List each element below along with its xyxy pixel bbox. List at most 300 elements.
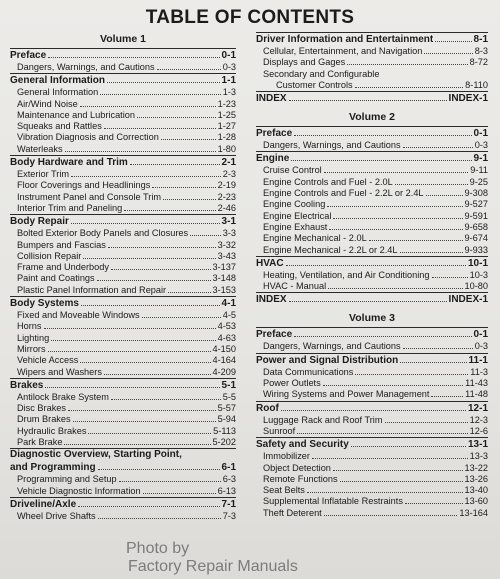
toc-entry-page[interactable]: 13-26 (464, 473, 488, 484)
toc-entry-page[interactable]: 9-11 (470, 165, 488, 176)
toc-entry-page[interactable]: 3-3 (222, 228, 236, 239)
section-heading-text[interactable]: Engine (256, 153, 290, 165)
toc-entry-page[interactable]: 4-53 (217, 321, 236, 332)
dot-leader (161, 139, 216, 140)
dot-leader (157, 69, 221, 70)
section-page-number[interactable]: 2-1 (221, 157, 236, 169)
dot-leader (403, 348, 473, 349)
dot-leader (137, 117, 216, 118)
dot-leader (431, 396, 463, 397)
toc-entry[interactable] (10, 310, 236, 321)
dot-leader (119, 481, 221, 482)
toc-entry-text[interactable]: Lighting (17, 332, 50, 343)
section-page-number[interactable]: 3-1 (221, 216, 236, 228)
toc-section (256, 91, 488, 105)
section-heading[interactable] (256, 127, 488, 140)
dot-leader (340, 481, 463, 482)
toc-entry[interactable] (256, 188, 488, 199)
toc-entry-text[interactable]: Immobilizer (263, 451, 310, 462)
toc-section (256, 437, 488, 519)
toc-entry-text[interactable]: Floor Coverings and Headlinings (17, 180, 151, 191)
dot-leader (51, 340, 215, 341)
toc-entry-page[interactable]: 8-110 (465, 79, 488, 90)
section-heading-text[interactable]: Power and Signal Distribution (256, 354, 399, 366)
section-heading-text[interactable]: Driveline/Axle (10, 498, 77, 510)
toc-entry-page[interactable]: 5-113 (213, 425, 236, 436)
toc-entry-page[interactable]: 10-80 (464, 281, 488, 292)
dot-leader (324, 172, 469, 173)
toc-entry[interactable] (256, 281, 488, 292)
toc-entry[interactable] (10, 203, 236, 214)
toc-entry[interactable] (256, 415, 488, 426)
toc-entry-text[interactable]: Cruise Control (263, 165, 322, 176)
toc-entry[interactable] (10, 251, 236, 262)
toc-entry[interactable] (10, 99, 236, 110)
section-page-number[interactable]: 12-1 (467, 402, 488, 414)
dot-leader (327, 206, 462, 207)
toc-entry-page[interactable]: 9-591 (464, 210, 488, 221)
dot-leader (88, 433, 211, 434)
dot-leader (83, 258, 215, 259)
toc-entry[interactable] (10, 121, 236, 132)
section-heading-text[interactable]: Brakes (10, 379, 44, 391)
toc-entry[interactable] (10, 392, 236, 403)
toc-entry-text[interactable]: Air/Wind Noise (17, 98, 78, 109)
dot-leader (130, 164, 220, 165)
dot-leader (124, 210, 215, 211)
toc-entry-text[interactable]: Engine Controls and Fuel - 2.2L or 2.4L (263, 188, 424, 199)
toc-entry-text[interactable]: Engine Mechanical - 2.2L or 2.4L (263, 244, 398, 255)
toc-section (10, 448, 236, 497)
toc-entry[interactable] (10, 367, 236, 378)
toc-entry-text[interactable]: Drum Brakes (17, 414, 71, 425)
toc-entry[interactable] (256, 389, 488, 400)
toc-entry[interactable] (10, 403, 236, 414)
toc-entry-line[interactable]: Secondary and Configurable (263, 68, 380, 79)
dot-leader (403, 147, 473, 148)
toc-entry[interactable] (10, 262, 236, 273)
toc-entry-text[interactable]: Park Brake (17, 437, 63, 448)
section-page-number[interactable]: 6-1 (221, 462, 236, 474)
toc-entry-page[interactable]: 13-3 (469, 451, 488, 462)
toc-entry-page[interactable]: 10-3 (469, 269, 488, 280)
dot-leader (333, 470, 463, 471)
dot-leader (45, 387, 219, 388)
toc-entry[interactable] (10, 228, 236, 239)
toc-entry[interactable] (256, 211, 488, 222)
toc-entry[interactable] (10, 62, 236, 73)
toc-entry[interactable] (256, 199, 488, 210)
toc-entry-page[interactable]: 1-23 (217, 98, 236, 109)
toc-entry[interactable] (10, 169, 236, 180)
toc-entry-text[interactable]: Theft Deterent (263, 507, 322, 518)
section-heading[interactable] (256, 92, 488, 105)
toc-section (10, 48, 236, 73)
dot-leader (329, 229, 462, 230)
section-page-number[interactable]: 10-1 (467, 257, 488, 269)
dot-leader (294, 336, 471, 337)
toc-entry-page[interactable]: 2-46 (217, 202, 236, 213)
toc-entry-text[interactable]: Displays and Gages (263, 57, 346, 68)
toc-entry-text[interactable]: Data Communications (263, 366, 354, 377)
toc-entry-page[interactable]: 4-164 (212, 355, 236, 366)
toc-entry-page[interactable]: 1-3 (222, 87, 236, 98)
toc-entry[interactable] (256, 222, 488, 233)
dot-leader (395, 184, 468, 185)
section-heading-text[interactable]: Safety and Security (256, 439, 349, 451)
toc-entry-text[interactable]: Wipers and Washers (17, 366, 102, 377)
toc-entry-text[interactable]: General Information (17, 87, 99, 98)
toc-entry[interactable] (10, 285, 236, 296)
toc-entry-text[interactable]: Engine Mechanical - 2.0L (263, 233, 367, 244)
section-heading-text[interactable]: Preface (10, 50, 47, 61)
toc-entry-text[interactable]: Cellular, Entertainment, and Navigation (263, 46, 423, 56)
toc-entry-text[interactable]: Vibration Diagnosis and Correction (17, 132, 159, 143)
dot-leader (369, 240, 463, 241)
toc-entry[interactable] (256, 245, 488, 256)
toc-entry[interactable] (256, 46, 488, 57)
volume-3-heading: Volume 3 (349, 312, 395, 325)
toc-entry-text[interactable]: Bolted Exterior Body Panels and Closures (17, 228, 189, 239)
section-heading-text[interactable]: Body Repair (10, 216, 69, 228)
section-page-number[interactable]: 11-1 (468, 354, 488, 366)
toc-entry[interactable] (256, 485, 488, 496)
page-title: TABLE OF CONTENTS (145, 7, 355, 28)
toc-entry-text[interactable]: Dangers, Warnings, and Cautions (17, 62, 155, 72)
volume-3-sections (256, 327, 488, 519)
toc-entry[interactable] (256, 177, 488, 188)
toc-entry[interactable] (256, 57, 488, 68)
dot-leader (107, 82, 220, 83)
toc-entry-text[interactable]: Dangers, Warnings, and Cautions (263, 140, 401, 151)
toc-entry[interactable] (256, 140, 488, 151)
toc-entry-page[interactable]: 9-674 (464, 233, 488, 244)
toc-entry[interactable] (256, 367, 488, 378)
dot-leader (73, 421, 216, 422)
right-column (256, 32, 488, 519)
section-page-number[interactable]: INDEX-1 (448, 294, 488, 306)
section-heading[interactable] (256, 328, 488, 341)
toc-entry-text[interactable]: Supplemental Inflatable Restraints (263, 496, 403, 507)
dot-leader (405, 503, 463, 504)
toc-entry-page[interactable]: 4-63 (217, 332, 236, 343)
toc-entry[interactable] (10, 486, 236, 497)
toc-entry[interactable] (256, 233, 488, 244)
toc-entry-page[interactable]: 3-43 (217, 250, 236, 261)
toc-section (256, 327, 488, 352)
toc-entry-text[interactable]: Engine Electrical (263, 210, 332, 221)
dot-leader (432, 277, 468, 278)
toc-entry[interactable] (10, 273, 236, 284)
section-page-number[interactable]: 0-1 (473, 128, 488, 140)
toc-entry[interactable] (256, 451, 488, 462)
toc-entry-text[interactable]: Customer Controls (276, 79, 353, 90)
toc-section (256, 353, 488, 401)
section-heading[interactable] (10, 498, 236, 511)
toc-entry-text[interactable]: Frame and Underbody (17, 262, 109, 273)
toc-entry-text[interactable]: Instrument Panel and Console Trim (17, 191, 162, 202)
section-heading[interactable] (256, 257, 488, 270)
toc-entry-page[interactable]: 2-19 (217, 180, 236, 191)
toc-entry-page[interactable]: 4-150 (212, 343, 236, 354)
dot-leader (294, 135, 471, 136)
section-heading-text[interactable]: INDEX (256, 93, 287, 105)
toc-entry[interactable] (10, 355, 236, 366)
toc-entry-text[interactable]: Interior Trim and Paneling (17, 202, 123, 213)
section-heading[interactable] (10, 74, 236, 87)
toc-entry-page[interactable]: 0-3 (222, 62, 236, 72)
dot-leader (190, 235, 221, 236)
dot-leader (78, 506, 219, 507)
dot-leader (152, 187, 215, 188)
dot-leader (289, 100, 447, 101)
toc-entry-text[interactable]: Remote Functions (263, 473, 338, 484)
toc-entry-page[interactable]: 5-5 (222, 391, 236, 402)
toc-entry-text[interactable]: Hydraulic Brakes (17, 425, 87, 436)
toc-entry-page[interactable]: 1-27 (217, 121, 236, 132)
toc-entry-page[interactable]: 1-80 (217, 143, 236, 154)
toc-entry-text[interactable]: Engine Exhaust (263, 221, 328, 232)
toc-entry-text[interactable]: HVAC - Manual (263, 281, 327, 292)
dot-leader (163, 199, 216, 200)
toc-entry-text[interactable]: Exterior Trim (17, 169, 70, 180)
dot-leader (80, 362, 210, 363)
toc-entry-page[interactable]: 1-28 (217, 132, 236, 143)
watermark-line-1: Photo by (126, 540, 190, 557)
section-heading[interactable] (10, 215, 236, 228)
toc-entry-text[interactable]: Plastic Panel Information and Repair (17, 284, 167, 295)
dot-leader (291, 160, 471, 161)
toc-entry-page[interactable]: 4-209 (212, 366, 236, 377)
toc-entry-page[interactable]: 12-3 (469, 414, 488, 425)
section-heading-text[interactable]: and Programming (10, 462, 96, 474)
toc-entry-text[interactable]: Horns (17, 321, 42, 332)
section-heading-text[interactable]: Roof (256, 402, 279, 414)
section-page-number[interactable]: 8-1 (473, 34, 488, 45)
toc-entry-page[interactable]: 8-3 (474, 46, 488, 56)
toc-entry-page[interactable]: 1-25 (217, 109, 236, 120)
section-page-number[interactable]: 7-1 (221, 498, 236, 510)
toc-section (10, 214, 236, 296)
toc-entry-page[interactable]: 9-308 (464, 188, 488, 199)
toc-entry-text[interactable]: Mirrors (17, 343, 46, 354)
section-page-number[interactable]: 4-1 (221, 298, 236, 310)
toc-entry-page[interactable]: 4-5 (222, 310, 236, 321)
toc-entry-text[interactable]: Vehicle Diagnostic Information (17, 485, 141, 496)
toc-entry-text[interactable]: Antilock Brake System (17, 391, 109, 402)
toc-entry-page[interactable]: 7-3 (222, 510, 236, 521)
toc-entry-page[interactable]: 3-32 (217, 239, 236, 250)
toc-entry-page[interactable]: 6-3 (222, 474, 236, 485)
toc-entry[interactable] (10, 333, 236, 344)
dot-leader (143, 493, 216, 494)
toc-entry[interactable] (10, 144, 236, 155)
toc-entry-page[interactable]: 5-202 (212, 437, 236, 448)
dot-leader (44, 328, 216, 329)
dot-leader (97, 280, 211, 281)
toc-entry-text[interactable]: Bumpers and Fascias (17, 239, 106, 250)
toc-entry[interactable] (10, 132, 236, 143)
section-heading-text[interactable]: Driver Information and Entertainment (256, 34, 434, 45)
watermark-line-2: Factory Repair Manuals (128, 558, 298, 575)
toc-entry-text[interactable]: Collision Repair (17, 250, 82, 261)
toc-entry[interactable] (256, 165, 488, 176)
toc-entry-text[interactable]: Sunroof (263, 425, 296, 436)
toc-entry-page[interactable]: 9-933 (464, 244, 488, 255)
toc-entry-page[interactable]: 6-13 (217, 485, 236, 496)
section-page-number[interactable]: INDEX-1 (448, 93, 488, 105)
toc-entry-text[interactable]: Object Detection (263, 462, 331, 473)
section-heading-text[interactable]: Body Systems (10, 298, 79, 310)
photo-watermark (126, 540, 298, 576)
dot-leader (424, 53, 472, 54)
toc-entry[interactable] (10, 437, 236, 448)
dot-leader (71, 223, 220, 224)
toc-entry-page[interactable]: 8-72 (469, 57, 488, 68)
toc-section (256, 126, 488, 151)
toc-entry-page[interactable]: 5-57 (217, 403, 236, 414)
toc-entry-page[interactable]: 13-60 (464, 496, 488, 507)
toc-entry-page[interactable]: 3-137 (212, 262, 236, 273)
section-heading-text[interactable]: Preface (256, 128, 293, 140)
section-page-number[interactable]: 0-1 (473, 329, 488, 341)
dot-leader (142, 317, 221, 318)
toc-entry-page[interactable]: 13-164 (459, 507, 488, 518)
toc-entry-page[interactable]: 9-658 (464, 221, 488, 232)
toc-entry[interactable] (10, 192, 236, 203)
dot-leader (168, 292, 210, 293)
toc-entry[interactable] (10, 426, 236, 437)
toc-entry[interactable] (256, 270, 488, 281)
dot-leader (328, 288, 462, 289)
toc-entry[interactable] (10, 344, 236, 355)
toc-entry-page[interactable]: 0-3 (474, 341, 488, 352)
toc-entry[interactable] (256, 378, 488, 389)
toc-entry[interactable] (10, 511, 236, 522)
toc-entry-page[interactable]: 11-43 (465, 378, 488, 389)
section-heading-text[interactable]: HVAC (256, 257, 284, 269)
section-heading-text[interactable]: INDEX (256, 294, 287, 306)
volume-1-sections (10, 48, 236, 522)
toc-entry-page[interactable]: 13-40 (464, 485, 488, 496)
section-heading[interactable] (256, 354, 488, 367)
dot-leader (48, 57, 219, 58)
toc-entry-text[interactable]: Heating, Ventilation, and Air Conditioning (263, 269, 430, 280)
section-page-number[interactable]: 1-1 (221, 75, 236, 87)
dot-leader (104, 128, 216, 129)
section-heading[interactable] (10, 49, 236, 62)
section-heading-text[interactable]: Body Hardware and Trim (10, 157, 128, 169)
dot-leader (68, 410, 216, 411)
toc-entry-page[interactable]: 2-23 (217, 191, 236, 202)
toc-entry[interactable] (256, 80, 488, 91)
toc-entry-page[interactable]: 3-153 (212, 284, 236, 295)
toc-entry[interactable] (256, 463, 488, 474)
section-page-number[interactable]: 0-1 (221, 50, 236, 61)
toc-entry-page[interactable]: 13-22 (464, 462, 488, 473)
dot-leader (104, 374, 211, 375)
toc-entry-text[interactable]: Squeaks and Rattles (17, 121, 102, 132)
toc-entry-text[interactable]: Luggage Rack and Roof Trim (263, 414, 383, 425)
toc-entry-page[interactable]: 3-148 (212, 273, 236, 284)
toc-entry-text[interactable]: Wiring Systems and Power Management (263, 389, 430, 400)
toc-entry-text[interactable]: Maintenance and Lubrication (17, 109, 135, 120)
toc-entry-text[interactable]: Paint and Coatings (17, 273, 95, 284)
section-heading-text[interactable]: General Information (10, 75, 106, 87)
section-heading[interactable] (10, 379, 236, 392)
section-page-number[interactable]: 5-1 (221, 379, 236, 391)
toc-entry-page[interactable]: 0-3 (474, 140, 488, 151)
section-heading-text[interactable]: Preface (256, 329, 293, 341)
dot-leader (426, 195, 463, 196)
toc-entry[interactable] (10, 474, 236, 485)
toc-entry-text[interactable]: Fixed and Moveable Windows (17, 310, 140, 321)
section-page-number[interactable]: 13-1 (467, 439, 488, 451)
dot-leader (80, 106, 216, 107)
section-heading[interactable] (256, 33, 488, 46)
section-heading[interactable] (10, 297, 236, 310)
section-heading[interactable] (256, 293, 488, 306)
toc-entry-text[interactable]: Disc Brakes (17, 403, 67, 414)
dot-leader (71, 176, 221, 177)
toc-section (10, 497, 236, 522)
toc-entry-page[interactable]: 2-3 (222, 169, 236, 180)
toc-entry[interactable] (256, 496, 488, 507)
toc-entry[interactable] (10, 180, 236, 191)
toc-entry-text[interactable]: Wheel Drive Shafts (17, 510, 96, 521)
dot-leader (100, 94, 221, 95)
toc-entry-page[interactable]: 12-6 (469, 425, 488, 436)
toc-entry-text[interactable]: Vehicle Access (17, 355, 79, 366)
section-heading[interactable] (10, 156, 236, 169)
dot-leader (333, 218, 462, 219)
toc-entry[interactable] (256, 426, 488, 437)
toc-section (10, 296, 236, 378)
section-heading[interactable] (256, 402, 488, 415)
toc-entry-page[interactable]: 5-94 (217, 414, 236, 425)
toc-entry[interactable] (256, 341, 488, 352)
section-heading[interactable] (256, 152, 488, 165)
toc-entry[interactable] (256, 508, 488, 519)
toc-entry-text[interactable]: Engine Cooling (263, 199, 326, 210)
toc-entry-text[interactable]: Dangers, Warnings, and Cautions (263, 341, 401, 352)
toc-entry[interactable] (256, 474, 488, 485)
dot-leader (435, 41, 471, 42)
toc-entry-page[interactable]: 11-48 (465, 389, 488, 400)
toc-entry-page[interactable]: 11-3 (470, 366, 488, 377)
dot-leader (111, 269, 211, 270)
toc-entry-text[interactable]: Engine Controls and Fuel - 2.0L (263, 176, 393, 187)
toc-entry[interactable] (10, 110, 236, 121)
toc-entry-text[interactable]: Programming and Setup (17, 474, 117, 485)
dot-leader (355, 87, 464, 88)
toc-entry-text[interactable]: Seat Belts (263, 485, 305, 496)
toc-entry[interactable] (10, 321, 236, 332)
toc-entry[interactable] (10, 240, 236, 251)
section-page-number[interactable]: 9-1 (473, 153, 488, 165)
toc-entry-text[interactable]: Power Outlets (263, 378, 321, 389)
toc-entry[interactable] (10, 414, 236, 425)
toc-entry[interactable] (10, 87, 236, 98)
toc-entry-text[interactable]: Waterleaks (17, 143, 63, 154)
section-heading-line[interactable]: Diagnostic Overview, Starting Point, (10, 449, 182, 461)
toc-entry-page[interactable]: 9-527 (464, 199, 488, 210)
dot-leader (111, 399, 221, 400)
section-heading[interactable] (10, 461, 236, 474)
section-heading[interactable] (256, 438, 488, 451)
toc-section (256, 32, 488, 91)
toc-entry-page[interactable]: 9-25 (469, 176, 488, 187)
